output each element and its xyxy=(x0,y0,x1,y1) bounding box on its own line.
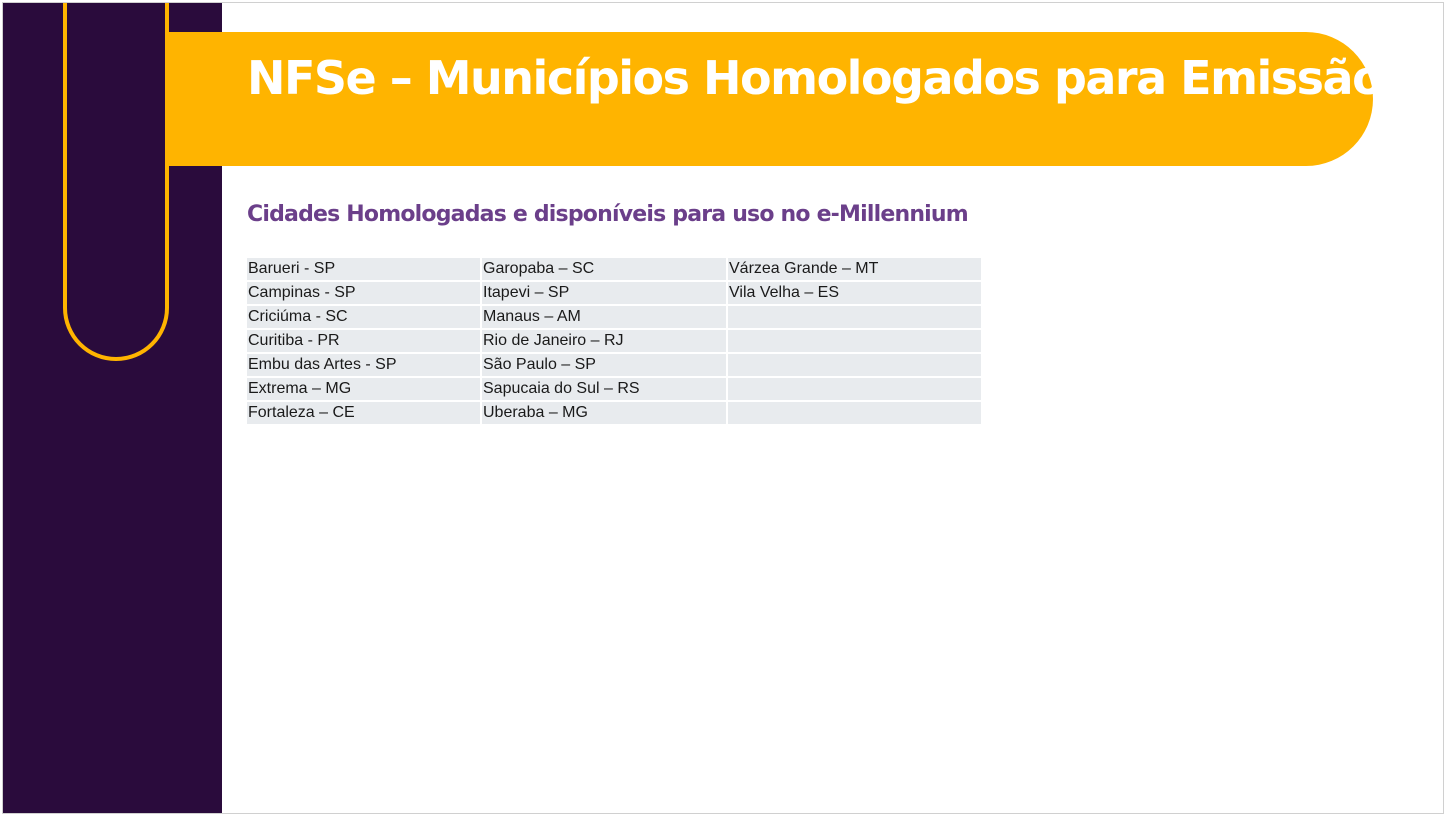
table-cell: São Paulo – SP xyxy=(482,354,726,376)
table-cell: Manaus – AM xyxy=(482,306,726,328)
table-cell xyxy=(728,330,981,352)
table-cell: Itapevi – SP xyxy=(482,282,726,304)
table-cell: Sapucaia do Sul – RS xyxy=(482,378,726,400)
table-cell xyxy=(728,354,981,376)
table-row xyxy=(247,378,981,400)
table-cell: Fortaleza – CE xyxy=(247,402,480,424)
table-row xyxy=(247,282,981,304)
table-cell xyxy=(728,378,981,400)
table-cell: Embu das Artes - SP xyxy=(247,354,480,376)
slide xyxy=(2,2,1444,814)
table-cell: Curitiba - PR xyxy=(247,330,480,352)
table-row xyxy=(247,330,981,352)
table-row xyxy=(247,306,981,328)
table-cell: Várzea Grande – MT xyxy=(728,258,981,280)
table-cell: Uberaba – MG xyxy=(482,402,726,424)
table-cell: Criciúma - SC xyxy=(247,306,480,328)
cities-table xyxy=(245,256,983,426)
table-cell: Rio de Janeiro – RJ xyxy=(482,330,726,352)
table-cell: Extrema – MG xyxy=(247,378,480,400)
table-row xyxy=(247,402,981,424)
slide-subtitle: Cidades Homologadas e disponíveis para uso no e-Millennium xyxy=(247,202,968,227)
table-cell: Vila Velha – ES xyxy=(728,282,981,304)
page-title: NFSe – Municípios Homologados para Emissão xyxy=(247,51,1383,105)
decorative-u-loop xyxy=(63,2,169,361)
table-row xyxy=(247,354,981,376)
table-cell: Campinas - SP xyxy=(247,282,480,304)
table-cell xyxy=(728,306,981,328)
table-cell xyxy=(728,402,981,424)
table-row xyxy=(247,258,981,280)
table-cell: Barueri - SP xyxy=(247,258,480,280)
table-cell: Garopaba – SC xyxy=(482,258,726,280)
